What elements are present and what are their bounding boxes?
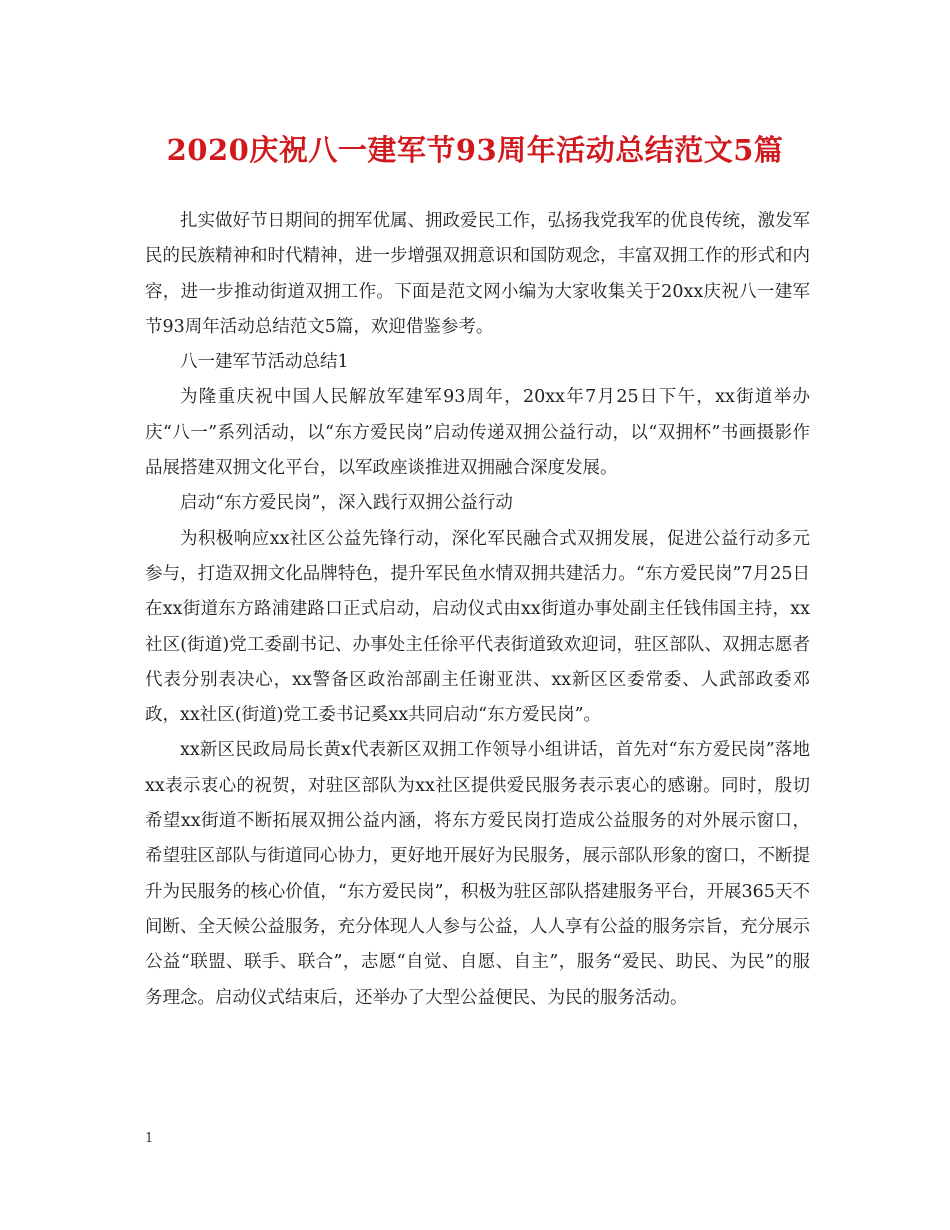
document-title: 2020庆祝八一建军节93周年活动总结范文5篇 — [166, 133, 784, 167]
intro-paragraph: 扎实做好节日期间的拥军优属、拥政爱民工作，弘扬我党我军的优良传统，激发军民的民族精神和时代精神，进一步增强双拥意识和国防观念，丰富双拥工作的形式和内容，进一步推动街道双拥工作。下面是范文网小编为大家收集关于20xx庆祝八一建军节93周年活动总结范文5篇，欢迎借鉴参考。 — [145, 211, 810, 337]
page-number: 1 — [145, 1131, 154, 1146]
document-body — [145, 204, 810, 1016]
section-heading-summary-1: 八一建军节活动总结1 — [180, 352, 349, 373]
body-paragraph: 为积极响应xx社区公益先锋行动，深化军民融合式双拥发展，促进公益行动多元参与，打造双拥文化品牌特色，提升军民鱼水情双拥共建活力。“东方爱民岗”7月25日在xx街道东方路浦建路口正式启动，启动仪式由xx街道办事处副主任钱伟国主持，xx社区(街道)党工委副书记、办事处主任徐平代表街道致欢迎词，驻区部队、双拥志愿者代表分别表决心，xx警备区政治部副主任谢亚洪、xx新区区委常委、人武部政委邓政，xx社区(街道)党工委书记奚xx共同启动“东方爱民岗”。 — [145, 528, 810, 726]
body-paragraph: 为隆重庆祝中国人民解放军建军93周年，20xx年7月25日下午，xx街道举办庆“八一”系列活动，以“东方爱民岗”启动传递双拥公益行动，以“双拥杯”书画摄影作品展搭建双拥文化平台，以军政座谈推进双拥融合深度发展。 — [145, 387, 810, 479]
section-subheading: 启动“东方爱民岗”，深入践行双拥公益行动 — [180, 493, 513, 514]
body-paragraph: xx新区民政局局长黄x代表新区双拥工作领导小组讲话，首先对“东方爱民岗”落地xx表示衷心的祝贺，对驻区部队为xx社区提供爱民服务表示衷心的感谢。同时，殷切希望xx街道不断拓展双拥公益内涵，将东方爱民岗打造成公益服务的对外展示窗口，希望驻区部队与街道同心协力，更好地开展好为民服务，展示部队形象的窗口，不断提升为民服务的核心价值，“东方爱民岗”，积极为驻区部队搭建服务平台，开展365天不间断、全天候公益服务，充分体现人人参与公益，人人享有公益的服务宗旨，充分展示公益“联盟、联手、联合”，志愿“自觉、自愿、自主”，服务“爱民、助民、为民”的服务理念。启动仪式结束后，还举办了大型公益便民、为民的服务活动。 — [145, 740, 810, 1008]
